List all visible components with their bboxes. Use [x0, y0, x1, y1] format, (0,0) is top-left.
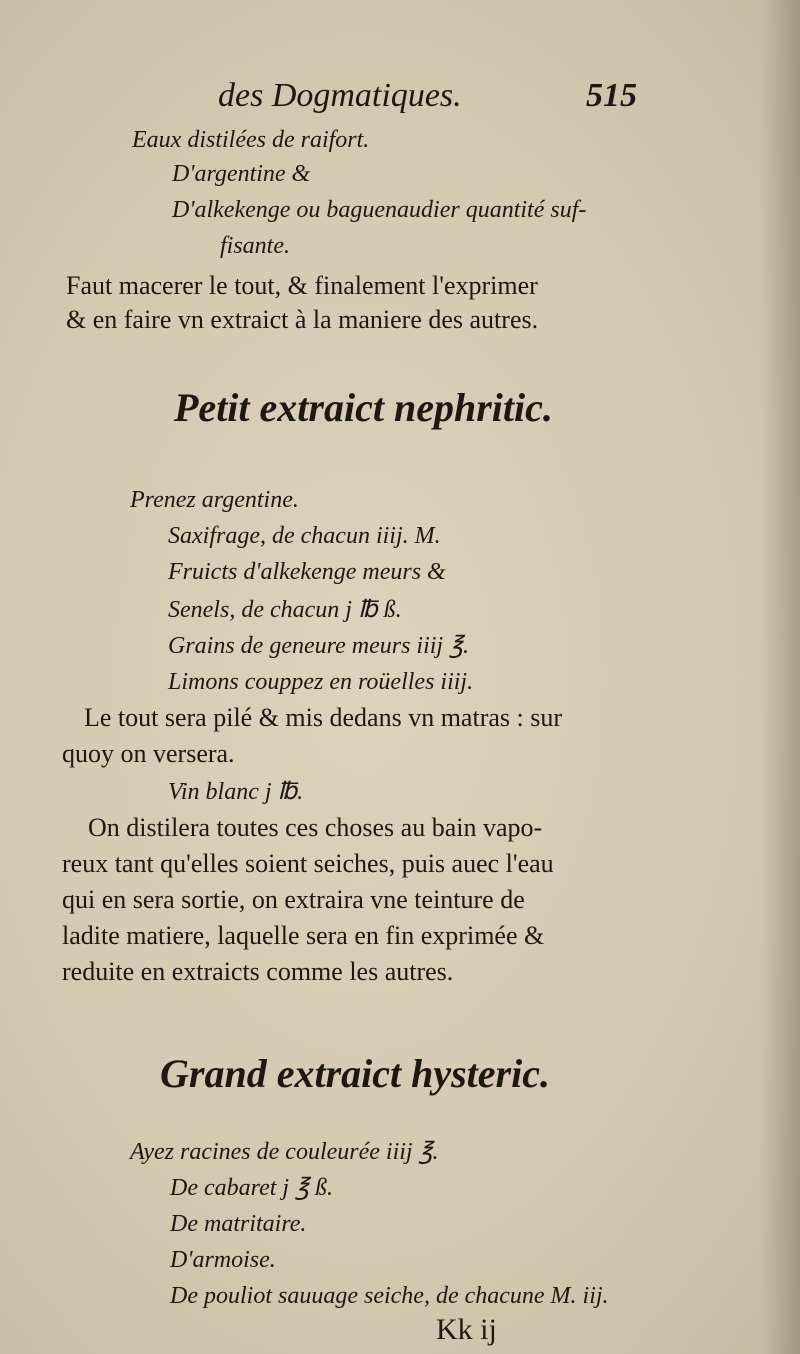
- ingredient-line: Eaux distilées de raifort.: [132, 127, 370, 153]
- ingredient-line: Senels, de chacun j ℔ ß.: [168, 597, 402, 623]
- prose-line: quoy on versera.: [62, 739, 235, 768]
- ingredient-line: Ayez racines de couleurée iiij ℥.: [130, 1139, 439, 1165]
- ingredient-line: Saxifrage, de chacun iiij. M.: [168, 523, 441, 549]
- ingredient-line: Limons couppez en roüelles iiij.: [168, 669, 474, 695]
- section-heading: Petit extraict nephritic.: [174, 385, 553, 430]
- prose-line: qui en sera sortie, on extraira vne teinture de: [62, 885, 525, 914]
- ingredient-line: D'alkekenge ou baguenaudier quantité suf-: [172, 197, 587, 223]
- page-number: 515: [586, 77, 637, 114]
- prose-line: & en faire vn extraict à la maniere des autres.: [66, 305, 539, 334]
- prose-line: reduite en extraicts comme les autres.: [62, 957, 454, 986]
- ingredient-line: De pouliot sauuage seiche, de chacune M. iij.: [170, 1283, 609, 1309]
- ingredient-line: D'armoise.: [170, 1247, 276, 1273]
- prose-line: Le tout sera pilé & mis dedans vn matras : sur: [84, 703, 563, 732]
- ingredient-line: Grains de geneure meurs iiij ℥.: [168, 633, 469, 659]
- prose-line: reux tant qu'elles soient seiches, puis auec l'eau: [62, 849, 554, 878]
- prose-line: ladite matiere, laquelle sera en fin exprimée &: [62, 921, 545, 950]
- signature-mark: Kk ij: [436, 1313, 497, 1346]
- prose-line: Faut macerer le tout, & finalement l'exprimer: [66, 271, 538, 300]
- ingredient-line: D'argentine &: [172, 161, 311, 187]
- ingredient-line: fisante.: [220, 233, 290, 259]
- running-title: des Dogmatiques.: [218, 77, 462, 114]
- section-heading: Grand extraict hysteric.: [160, 1051, 550, 1096]
- ingredient-line: De matritaire.: [170, 1211, 307, 1237]
- ingredient-line: Vin blanc j ℔.: [168, 779, 304, 805]
- ingredient-line: Fruicts d'alkekenge meurs &: [168, 559, 446, 585]
- ingredient-line: Prenez argentine.: [130, 487, 299, 513]
- ingredient-line: De cabaret j ℥ ß.: [170, 1175, 333, 1201]
- prose-line: On distilera toutes ces choses au bain vapo-: [88, 813, 543, 842]
